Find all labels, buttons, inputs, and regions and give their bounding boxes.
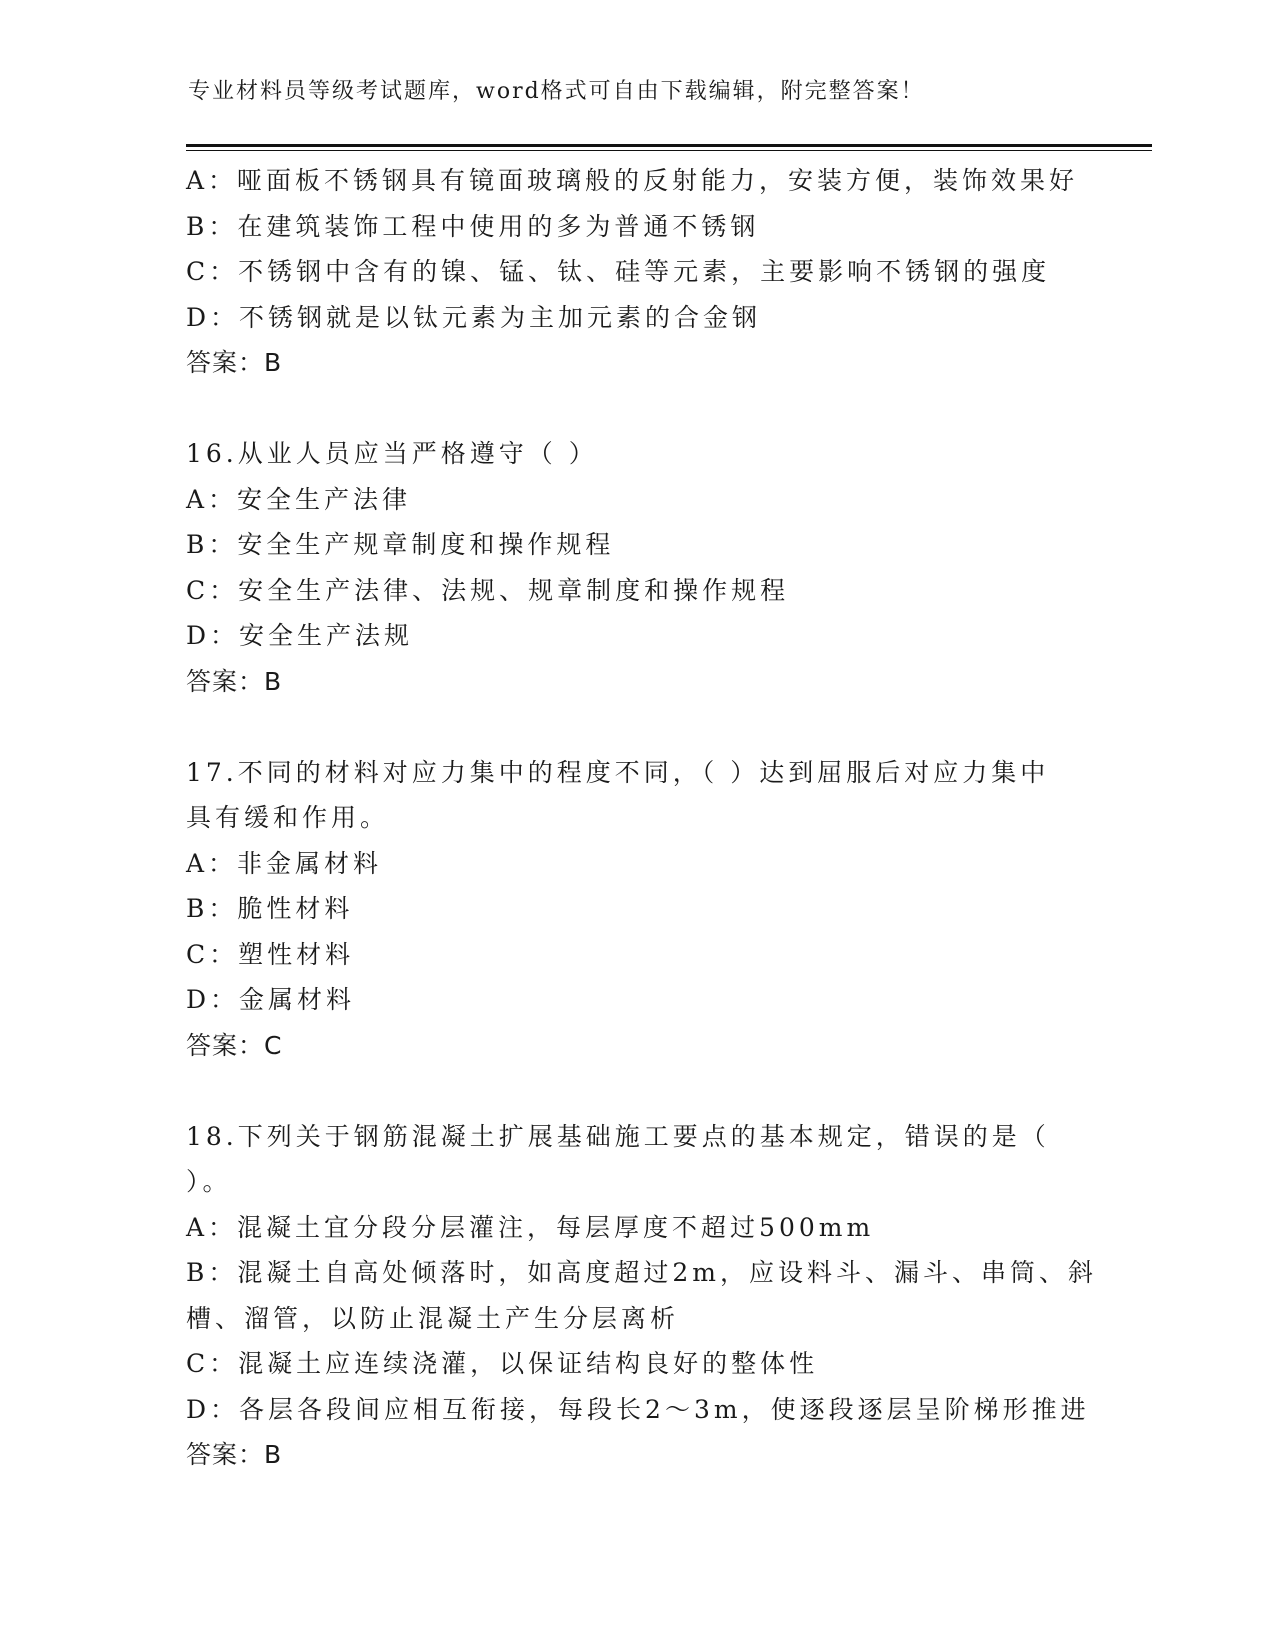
header-rule-thick: [186, 144, 1152, 147]
option-c: C：混凝土应连续浇灌，以保证结构良好的整体性: [186, 1349, 819, 1378]
question-18: [186, 1114, 1097, 1478]
question-stem: 17.不同的材料对应力集中的程度不同，（ ）达到屈服后对应力集中: [186, 757, 1050, 787]
option-d: D：安全生产法规: [186, 621, 414, 650]
spacer: [186, 386, 1086, 432]
question-stem: 16.从业人员应当严格遵守（ ）: [186, 439, 598, 468]
option-b: B：混凝土自高处倾落时，如高度超过2m，应设料斗、漏斗、串筒、斜: [186, 1258, 1097, 1287]
spacer: [186, 1068, 1086, 1114]
question-stem-continued: ）。: [186, 1167, 232, 1196]
option-b: B：在建筑装饰工程中使用的多为普通不锈钢: [186, 211, 760, 241]
question-17: [186, 750, 1086, 1069]
option-d: D：金属材料: [186, 985, 356, 1014]
question-15: [186, 158, 1086, 386]
option-a: A：非金属材料: [186, 848, 383, 878]
option-d: D：不锈钢就是以钛元素为主加元素的合金钢: [186, 302, 762, 332]
question-16: [186, 431, 1086, 704]
question-stem-continued: 具有缓和作用。: [186, 803, 390, 832]
page-header: 专业材料员等级考试题库，word格式可自由下载编辑，附完整答案！: [188, 79, 925, 104]
answer: 答案：B: [186, 348, 283, 377]
option-b: B：脆性材料: [186, 894, 354, 923]
option-d: D：各层各段间应相互衔接，每段长2～3m，使逐段逐层呈阶梯形推进: [186, 1394, 1090, 1424]
option-a: A：安全生产法律: [186, 484, 412, 514]
answer: 答案：C: [186, 1030, 283, 1060]
option-a: A：混凝土宜分段分层灌注，每层厚度不超过500mm: [186, 1212, 875, 1242]
option-c: C：安全生产法律、法规、规章制度和操作规程: [186, 575, 790, 605]
spacer: [186, 704, 1086, 750]
question-list: [186, 158, 1097, 1478]
answer: 答案：B: [186, 666, 283, 696]
option-c: C：塑性材料: [186, 939, 355, 969]
option-b: B：安全生产规章制度和操作规程: [186, 530, 615, 559]
option-b-continued: 槽、溜管，以防止混凝土产生分层离析: [186, 1303, 680, 1333]
question-stem: 18.下列关于钢筋混凝土扩展基础施工要点的基本规定，错误的是（: [186, 1121, 1050, 1151]
option-c: C：不锈钢中含有的镍、锰、钛、硅等元素，主要影响不锈钢的强度: [186, 257, 1051, 286]
header-rule-thin: [186, 150, 1152, 151]
answer: 答案：B: [186, 1440, 283, 1469]
option-a: A：哑面板不锈钢具有镜面玻璃般的反射能力，安装方便，装饰效果好: [186, 166, 1079, 195]
